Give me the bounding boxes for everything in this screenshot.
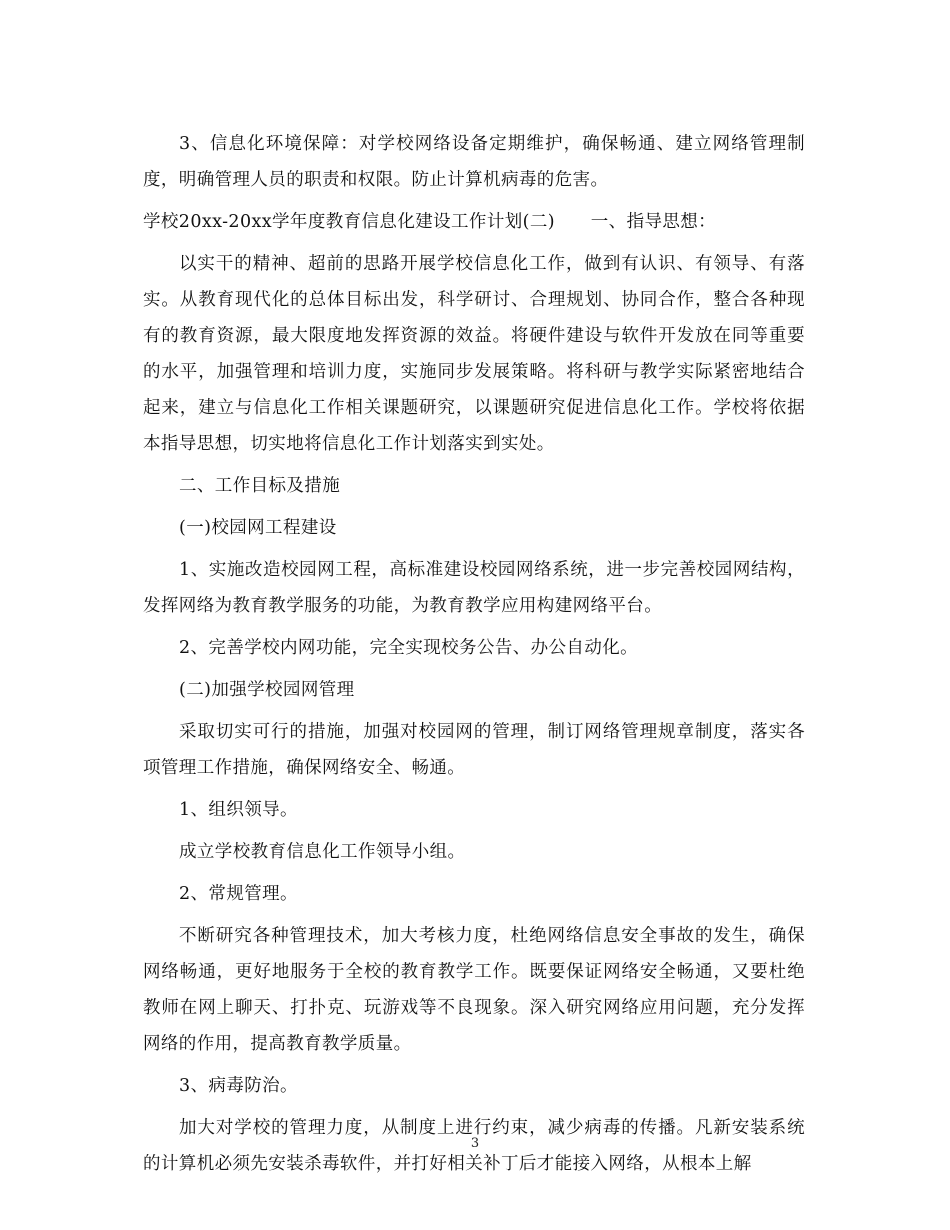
section-heading-plan-title: 学校20xx-20xx学年度教育信息化建设工作计划(二) 一、指导思想： [143, 212, 717, 232]
section-heading-goals: 二、工作目标及措施 [179, 476, 341, 496]
paragraph-leadership-group: 成立学校教育信息化工作领导小组。 [179, 842, 466, 862]
subheading-routine-management: 2、常规管理。 [179, 884, 298, 904]
subheading-campus-network: (一)校园网工程建设 [179, 518, 337, 538]
paragraph-routine-management: 不断研究各种管理技术，加大考核力度，杜绝网络信息安全事故的发生，确保网络畅通，更好地服务于全校的教育教学工作。既要保证网络安全畅通，又要杜绝教师在网上聊天、打扑克、玩游戏等不良现象。深入研究网络应用问题，充分发挥网络的作用，提高教育教学质量。 [143, 926, 805, 1054]
subheading-virus-prevention: 3、病毒防治。 [179, 1076, 298, 1096]
paragraph-item-2: 2、完善学校内网功能，完全实现校务公告、办公自动化。 [179, 638, 639, 658]
page-number: 3 [470, 1136, 480, 1151]
paragraph-env-guarantee: 3、信息化环境保障：对学校网络设备定期维护，确保畅通、建立网络管理制度，明确管理人员的职责和权限。防止计算机病毒的危害。 [143, 134, 805, 190]
paragraph-virus-prevention: 加大对学校的管理力度，从制度上进行约束，减少病毒的传播。凡新安装系统的计算机必须先安装杀毒软件，并打好相关补丁后才能接入网络，从根本上解 [143, 1118, 805, 1174]
paragraph-guiding-ideology: 以实干的精神、超前的思路开展学校信息化工作，做到有认识、有领导、有落实。从教育现代化的总体目标出发，科学研讨、合理规划、协同合作，整合各种现有的教育资源，最大限度地发挥资源的效益。将硬件建设与软件开发放在同等重要的水平，加强管理和培训力度，实施同步发展策略。将科研与教学实际紧密地结合起来，建立与信息化工作相关课题研究，以课题研究促进信息化工作。学校将依据本指导思想，切实地将信息化工作计划落实到实处。 [143, 254, 805, 454]
document-body [143, 126, 805, 1188]
subheading-network-management: (二)加强学校园网管理 [179, 680, 355, 700]
paragraph-measures: 采取切实可行的措施，加强对校园网的管理，制订网络管理规章制度，落实各项管理工作措施，确保网络安全、畅通。 [143, 722, 805, 778]
subheading-organization: 1、组织领导。 [179, 800, 298, 820]
paragraph-item-1: 1、实施改造校园网工程，高标准建设校园网络系统，进一步完善校园网结构，发挥网络为教育教学服务的功能，为教育教学应用构建网络平台。 [143, 560, 805, 616]
